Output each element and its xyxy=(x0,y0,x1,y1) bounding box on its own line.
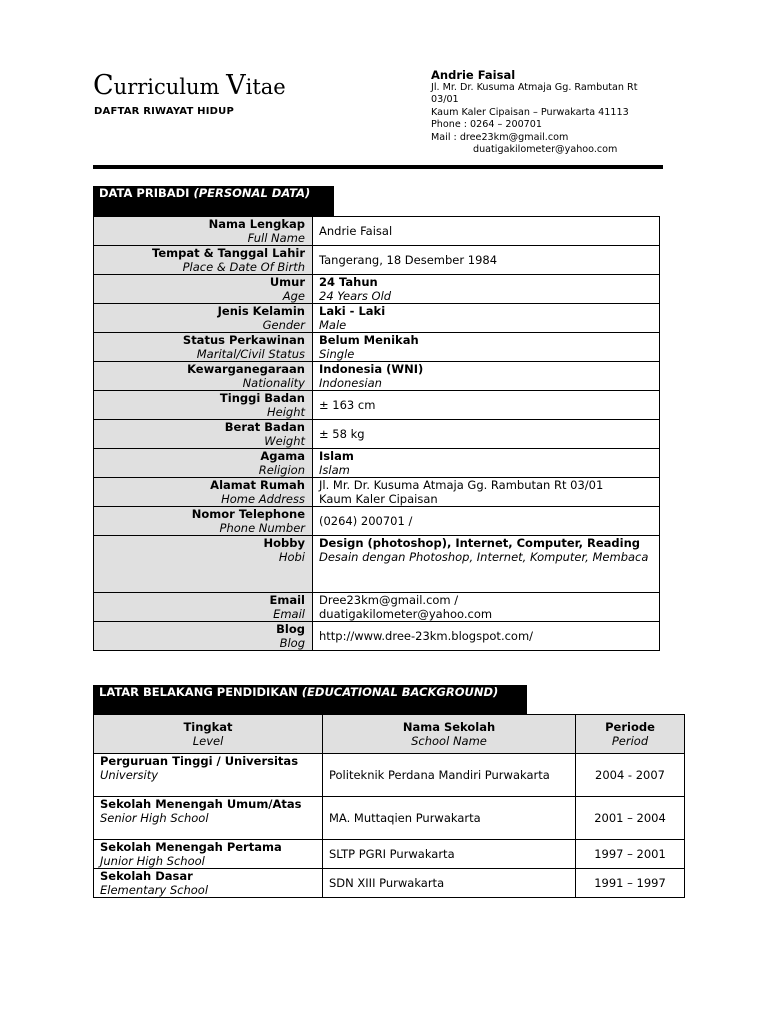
field-value xyxy=(313,449,660,478)
field-value xyxy=(313,593,660,622)
level-text-en: Junior High School xyxy=(100,854,205,868)
contact-address-line: Kaum Kaler Cipaisan – Purwakarta 41113 xyxy=(431,106,629,118)
label-id: Tempat & Tanggal Lahir xyxy=(152,246,305,260)
field-label xyxy=(94,420,313,449)
level-text: Sekolah Dasar xyxy=(100,869,193,883)
value-text: http://www.dree-23km.blogspot.com/ xyxy=(319,629,534,643)
contact-phone: Phone : 0264 – 200701 xyxy=(431,119,542,131)
contact-name: Andrie Faisal xyxy=(431,68,516,82)
personal-data-table xyxy=(93,216,660,651)
value-text: Indonesia (WNI) xyxy=(319,362,424,376)
level-text-en: Elementary School xyxy=(100,883,209,897)
contact-address-line: Jl. Mr. Dr. Kusuma Atmaja Gg. Rambutan Rt xyxy=(431,82,638,93)
value-text: Laki - Laki xyxy=(319,304,386,318)
table-row xyxy=(94,754,685,797)
document-subtitle: DAFTAR RIWAYAT HIDUP xyxy=(94,106,235,117)
header-text-en: School Name xyxy=(411,734,487,748)
label-id: Email xyxy=(269,593,305,607)
field-label xyxy=(94,622,313,651)
value-text: ± 163 cm xyxy=(319,398,376,412)
label-en: Religion xyxy=(258,463,305,477)
label-en: Phone Number xyxy=(219,521,305,535)
table-row xyxy=(94,449,660,478)
header-text: Tingkat xyxy=(183,720,233,734)
field-label xyxy=(94,304,313,333)
value-text: Design (photoshop), Internet, Computer, Reading xyxy=(319,536,641,550)
label-en: Nationality xyxy=(242,376,305,390)
value-text: (0264) 200701 / xyxy=(319,514,413,528)
label-en: Full Name xyxy=(247,231,305,245)
value-text-en: Islam xyxy=(319,463,350,477)
field-label xyxy=(94,217,313,246)
header-text: Nama Sekolah xyxy=(402,720,496,734)
period-cell: 2001 – 2004 xyxy=(576,797,685,840)
table-row xyxy=(94,478,660,507)
value-text: Jl. Mr. Dr. Kusuma Atmaja Gg. Rambutan Rt 03/01 xyxy=(319,478,604,492)
field-value xyxy=(313,536,660,593)
label-id: Alamat Rumah xyxy=(210,478,305,492)
field-label xyxy=(94,593,313,622)
heading-text: LATAR BELAKANG PENDIDIKAN xyxy=(99,685,302,699)
table-row xyxy=(94,507,660,536)
label-en: Blog xyxy=(279,636,305,650)
field-value xyxy=(313,507,660,536)
field-label xyxy=(94,536,313,593)
field-value xyxy=(313,478,660,507)
education-heading xyxy=(93,685,527,714)
value-text-en: Single xyxy=(319,347,355,361)
value-text-en: Desain dengan Photoshop, Internet, Komputer, Membaca xyxy=(319,550,649,564)
contact-mail-secondary: duatigakilometer@yahoo.com xyxy=(473,144,618,156)
value-text: Kaum Kaler Cipaisan xyxy=(319,492,438,506)
field-value xyxy=(313,217,660,246)
field-label xyxy=(94,333,313,362)
period-cell: 1991 – 1997 xyxy=(576,869,685,898)
label-id: Status Perkawinan xyxy=(182,333,305,347)
title-initial-c: C xyxy=(93,70,114,101)
field-label xyxy=(94,246,313,275)
field-label xyxy=(94,391,313,420)
table-row xyxy=(94,275,660,304)
column-header-school xyxy=(323,715,576,754)
value-text: Belum Menikah xyxy=(319,333,419,347)
table-header-row xyxy=(94,715,685,754)
field-value xyxy=(313,333,660,362)
field-label xyxy=(94,478,313,507)
field-label xyxy=(94,362,313,391)
field-value xyxy=(313,304,660,333)
value-text: Islam xyxy=(319,449,354,463)
level-text-en: University xyxy=(100,768,159,782)
label-en: Gender xyxy=(262,318,305,332)
personal-data-heading xyxy=(93,186,334,216)
school-cell: SLTP PGRI Purwakarta xyxy=(323,840,576,869)
heading-text: DATA PRIBADI xyxy=(99,186,194,200)
label-id: Jenis Kelamin xyxy=(217,304,305,318)
level-cell xyxy=(94,797,323,840)
label-id: Agama xyxy=(260,449,305,463)
level-cell xyxy=(94,840,323,869)
education-table xyxy=(93,714,685,898)
title-initial-v: V xyxy=(226,70,246,101)
header-text-en: Level xyxy=(192,734,224,748)
document-title xyxy=(93,72,286,99)
label-en: Place & Date Of Birth xyxy=(182,260,305,274)
header-text: Periode xyxy=(605,720,655,734)
field-label xyxy=(94,507,313,536)
header-text-en: Period xyxy=(611,734,649,748)
table-row xyxy=(94,420,660,449)
value-text-en: Male xyxy=(319,318,347,332)
level-text: Perguruan Tinggi / Universitas xyxy=(100,754,299,768)
label-en: Height xyxy=(266,405,305,419)
label-id: Umur xyxy=(269,275,305,289)
heading-text-en: (PERSONAL DATA) xyxy=(193,186,311,200)
field-value xyxy=(313,420,660,449)
label-en: Age xyxy=(282,289,305,303)
field-value xyxy=(313,622,660,651)
value-text: 24 Tahun xyxy=(319,275,378,289)
school-cell: SDN XIII Purwakarta xyxy=(323,869,576,898)
label-en: Weight xyxy=(264,434,305,448)
heading-text-en: (EDUCATIONAL BACKGROUND) xyxy=(301,685,499,699)
value-text: Andrie Faisal xyxy=(319,224,393,238)
title-part-2: itae xyxy=(245,75,286,99)
level-cell xyxy=(94,869,323,898)
title-part-1: urriculum xyxy=(113,75,227,99)
label-id: Kewarganegaraan xyxy=(187,362,305,376)
label-id: Berat Badan xyxy=(224,420,305,434)
school-cell: MA. Muttaqien Purwakarta xyxy=(323,797,576,840)
label-id: Nama Lengkap xyxy=(208,217,305,231)
period-cell: 1997 – 2001 xyxy=(576,840,685,869)
field-value xyxy=(313,246,660,275)
label-en: Marital/Civil Status xyxy=(196,347,305,361)
value-text: ± 58 kg xyxy=(319,427,365,441)
field-value xyxy=(313,275,660,304)
table-row xyxy=(94,362,660,391)
column-header-period xyxy=(576,715,685,754)
field-label xyxy=(94,275,313,304)
label-id: Tinggi Badan xyxy=(219,391,305,405)
level-text: Sekolah Menengah Umum/Atas xyxy=(100,797,302,811)
label-id: Hobby xyxy=(263,536,305,550)
column-header-level xyxy=(94,715,323,754)
value-text: duatigakilometer@yahoo.com xyxy=(319,607,493,621)
value-text: Tangerang, 18 Desember 1984 xyxy=(319,253,498,267)
table-row xyxy=(94,246,660,275)
table-row xyxy=(94,869,685,898)
table-row xyxy=(94,304,660,333)
contact-mail: Mail : dree23km@gmail.com xyxy=(431,131,569,143)
level-text-en: Senior High School xyxy=(100,811,209,825)
table-row xyxy=(94,333,660,362)
label-en: Home Address xyxy=(221,492,305,506)
table-row xyxy=(94,391,660,420)
table-row xyxy=(94,622,660,651)
school-cell: Politeknik Perdana Mandiri Purwakarta xyxy=(323,754,576,797)
level-cell xyxy=(94,754,323,797)
table-row xyxy=(94,217,660,246)
label-id: Nomor Telephone xyxy=(191,507,305,521)
table-row xyxy=(94,593,660,622)
field-value xyxy=(313,362,660,391)
value-text-en: 24 Years Old xyxy=(319,289,392,303)
contact-block xyxy=(431,68,671,156)
table-row xyxy=(94,536,660,593)
label-en: Hobi xyxy=(278,550,305,564)
table-row xyxy=(94,840,685,869)
label-en: Email xyxy=(273,607,305,621)
header-divider xyxy=(93,165,663,169)
field-label xyxy=(94,449,313,478)
period-cell: 2004 - 2007 xyxy=(576,754,685,797)
level-text: Sekolah Menengah Pertama xyxy=(100,840,282,854)
table-row xyxy=(94,797,685,840)
contact-address-line: 03/01 xyxy=(431,94,459,106)
value-text: Dree23km@gmail.com / xyxy=(319,593,459,607)
value-text-en: Indonesian xyxy=(319,376,382,390)
label-id: Blog xyxy=(276,622,305,636)
field-value xyxy=(313,391,660,420)
